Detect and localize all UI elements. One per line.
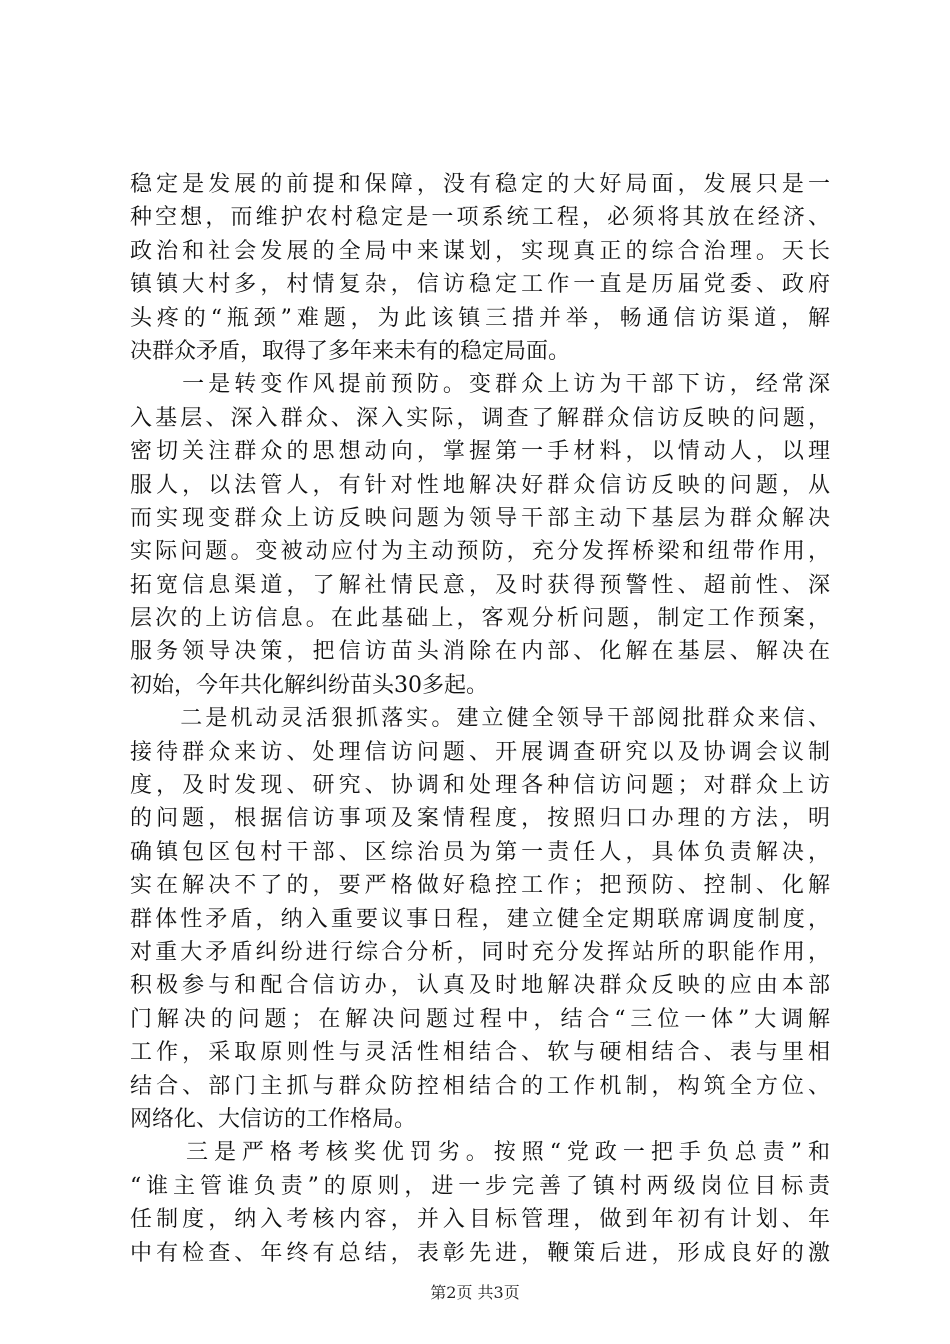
text-line: 三是严格考核奖优罚劣。按照“党政一把手负总责”和 <box>130 1140 830 1166</box>
text-line: 而实现变群众上访反映问题为领导干部主动下基层为群众解决 <box>130 505 830 531</box>
text-line: 实际问题。变被动应付为主动预防，充分发挥桥梁和纽带作用， <box>130 539 830 565</box>
text-line: 度，及时发现、研究、协调和处理各种信访问题；对群众上访 <box>130 773 830 799</box>
text-line: 服务领导决策，把信访苗头消除在内部、化解在基层、解决在 <box>130 639 830 665</box>
text-line: 决群众矛盾，取得了多年来未有的稳定局面。 <box>130 338 571 364</box>
text-line: 的问题，根据信访事项及案情程度，按照归口办理的方法，明 <box>130 806 830 832</box>
page-footer: 第2页 共3页 <box>430 1283 520 1302</box>
text-line: 群体性矛盾，纳入重要议事日程，建立健全定期联席调度制度， <box>130 906 830 932</box>
text-line: 政治和社会发展的全局中来谋划，实现真正的综合治理。天长 <box>130 238 830 264</box>
text-line: 门解决的问题；在解决问题过程中，结合“三位一体”大调解 <box>130 1006 830 1032</box>
text-line: 镇镇大村多，村情复杂，信访稳定工作一直是历届党委、政府 <box>130 272 830 298</box>
text-line: “谁主管谁负责”的原则，进一步完善了镇村两级岗位目标责 <box>130 1173 830 1199</box>
text-line: 二是机动灵活狠抓落实。建立健全领导干部阅批群众来信、 <box>130 706 830 732</box>
text-line: 头疼的“瓶颈”难题，为此该镇三措并举，畅通信访渠道，解 <box>130 305 830 331</box>
text-line: 拓宽信息渠道，了解社情民意，及时获得预警性、超前性、深 <box>130 572 830 598</box>
text-line: 结合、部门主抓与群众防控相结合的工作机制，构筑全方位、 <box>130 1073 830 1099</box>
text-line: 确镇包区包村干部、区综治员为第一责任人，具体负责解决， <box>130 839 830 865</box>
text-line: 密切关注群众的思想动向，掌握第一手材料，以情动人，以理 <box>130 439 830 465</box>
document-body <box>130 168 830 1270</box>
text-line: 稳定是发展的前提和保障，没有稳定的大好局面，发展只是一 <box>130 172 830 197</box>
text-line: 入基层、深入群众、深入实际，调查了解群众信访反映的问题， <box>130 405 830 431</box>
text-line: 中有检查、年终有总结，表彰先进，鞭策后进，形成良好的激 <box>130 1240 830 1266</box>
text-line: 任制度，纳入考核内容，并入目标管理，做到年初有计划、年 <box>130 1207 830 1233</box>
text-line: 层次的上访信息。在此基础上，客观分析问题，制定工作预案， <box>130 606 830 632</box>
text-line: 种空想，而维护农村稳定是一项系统工程，必须将其放在经济、 <box>130 205 830 231</box>
text-line: 网络化、大信访的工作格局。 <box>130 1106 417 1132</box>
text-line: 接待群众来访、处理信访问题、开展调查研究以及协调会议制 <box>130 739 830 765</box>
text-line: 对重大矛盾纠纷进行综合分析，同时充分发挥站所的职能作用， <box>130 939 830 965</box>
text-line: 初始，今年共化解纠纷苗头30多起。 <box>130 672 488 698</box>
text-line: 实在解决不了的，要严格做好稳控工作；把预防、控制、化解 <box>130 873 830 899</box>
text-line: 服人，以法管人，有针对性地解决好群众信访反映的问题，从 <box>130 472 830 498</box>
text-line: 一是转变作风提前预防。变群众上访为干部下访，经常深 <box>130 372 830 398</box>
text-line: 积极参与和配合信访办，认真及时地解决群众反映的应由本部 <box>130 973 830 999</box>
text-line: 工作，采取原则性与灵活性相结合、软与硬相结合、表与里相 <box>130 1040 830 1066</box>
